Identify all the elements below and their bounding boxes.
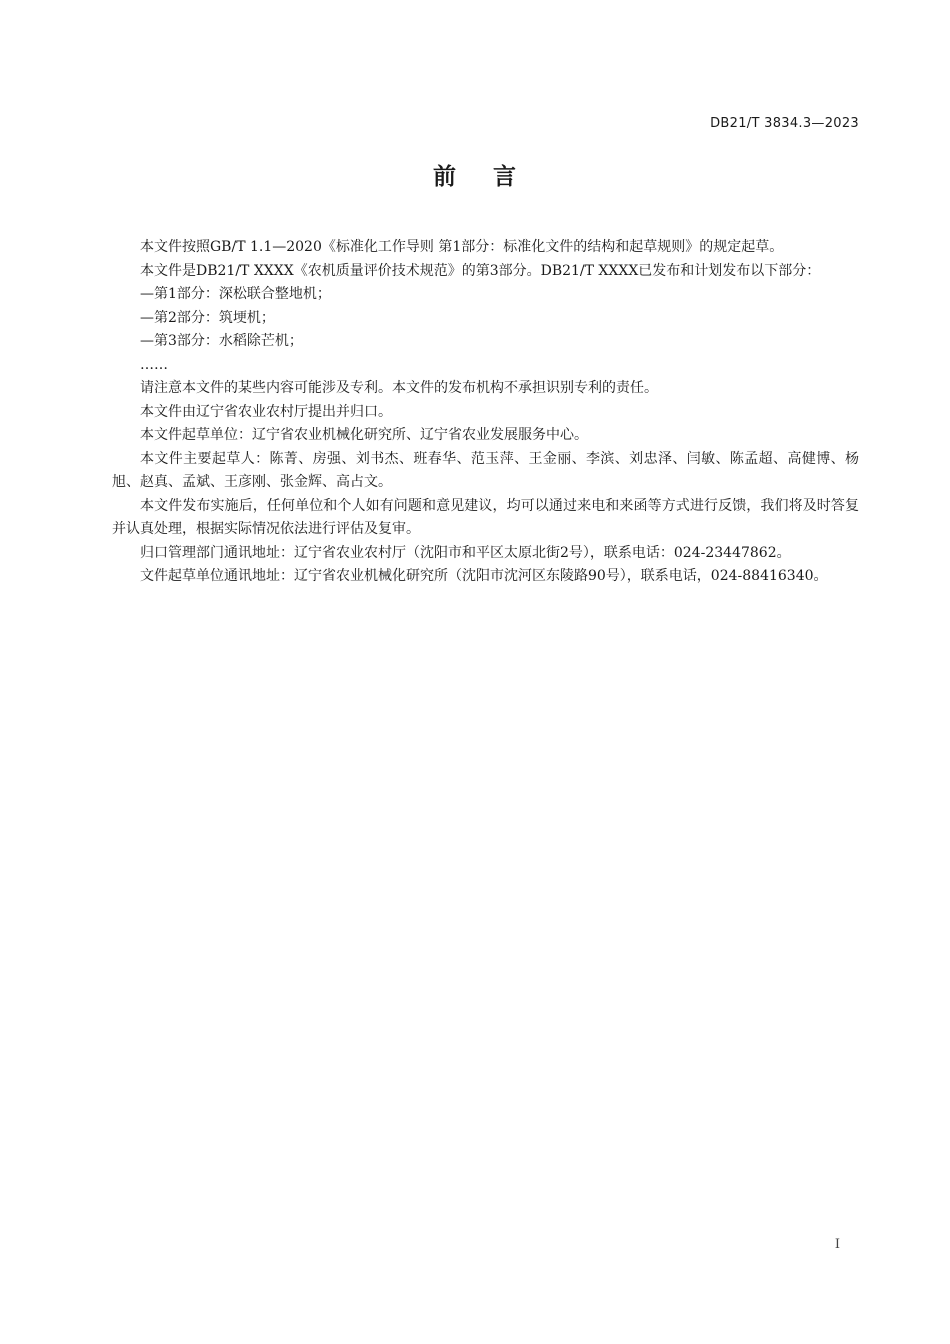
paragraph-drafter-contact: 文件起草单位通讯地址：辽宁省农业机械化研究所（沈阳市沈河区东陵路90号），联系电话，024-88416340。: [140, 568, 828, 584]
paragraph-proposer: 本文件由辽宁省农业农村厅提出并归口。: [140, 403, 392, 420]
foreword-body: [112, 236, 859, 589]
paragraph-patent-notice: 请注意本文件的某些内容可能涉及专利。本文件的发布机构不承担识别专利的责任。: [140, 380, 658, 396]
list-item-part-3: —第3部分：水稻除芒机；: [140, 333, 303, 349]
paragraph-drafting-basis: 本文件按照GB/T 1.1—2020《标准化工作导则 第1部分：标准化文件的结构和起草规则》的规定起草。: [140, 239, 784, 255]
paragraph-series-intro: 本文件是DB21/T XXXX《农机质量评价技术规范》的第3部分。DB21/T XXXX已发布和计划发布以下部分：: [140, 262, 821, 279]
list-item-part-2: —第2部分：筑埂机；: [140, 309, 275, 326]
paragraph-admin-contact: 归口管理部门通讯地址：辽宁省农业农村厅（沈阳市和平区太原北街2号），联系电话：024-23447862。: [140, 544, 791, 561]
list-item-ellipsis: ……: [140, 356, 168, 373]
list-item-part-1: —第1部分：深松联合整地机；: [140, 286, 331, 302]
page-number: I: [834, 1237, 840, 1252]
page-title: 前 言: [432, 164, 518, 190]
paragraph-feedback: 本文件发布实施后，任何单位和个人如有问题和意见建议，均可以通过来电和来函等方式进行反馈，我们将及时答复并认真处理，根据实际情况依法进行评估及复审。: [112, 497, 859, 537]
document-code: DB21/T 3834.3—2023: [710, 116, 859, 131]
paragraph-drafters: 本文件主要起草人：陈菁、房强、刘书杰、班春华、范玉萍、王金丽、李滨、刘忠泽、闫敏、陈孟超、高健博、杨旭、赵真、孟斌、王彦刚、张金辉、高占文。: [112, 450, 859, 490]
paragraph-drafting-units: 本文件起草单位：辽宁省农业机械化研究所、辽宁省农业发展服务中心。: [140, 427, 588, 443]
